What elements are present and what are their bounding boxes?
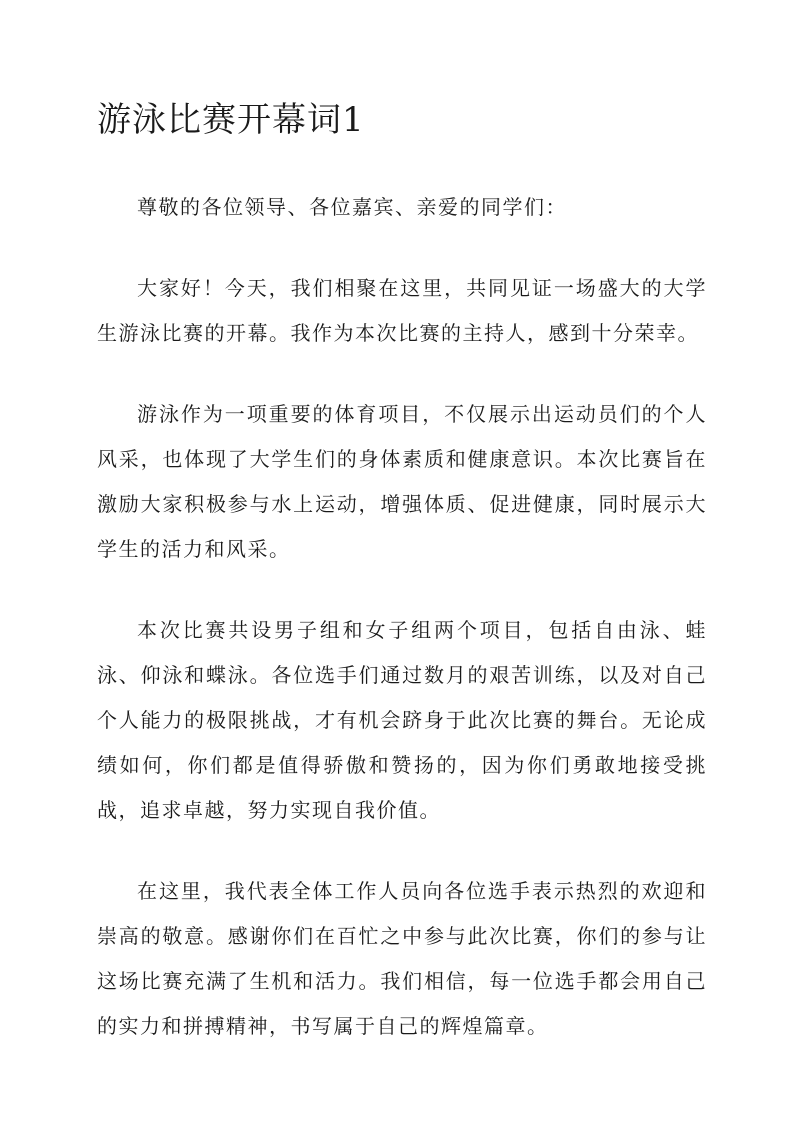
greeting-paragraph: 大家好！今天，我们相聚在这里，共同见证一场盛大的大学生游泳比赛的开幕。我作为本次比赛的主持人，感到十分荣幸。 bbox=[97, 276, 707, 345]
competition-events-paragraph: 本次比赛共设男子组和女子组两个项目，包括自由泳、蛙泳、仰泳和蝶泳。各位选手们通过数月的艰苦训练，以及对自己个人能力的极限挑战，才有机会跻身于此次比赛的舞台。无论成绩如何，你们都是值得骄傲和赞扬的，因为你们勇敢地接受挑战，追求卓越，努力实现自我价值。 bbox=[97, 618, 707, 822]
salutation-paragraph: 尊敬的各位领导、各位嘉宾、亲爱的同学们： bbox=[137, 195, 567, 219]
document-title: 游泳比赛开幕词1 bbox=[97, 100, 365, 140]
swimming-significance-paragraph: 游泳作为一项重要的体育项目，不仅展示出运动员们的个人风采，也体现了大学生们的身体素质和健康意识。本次比赛旨在激励大家积极参与水上运动，增强体质、促进健康，同时展示大学生的活力和风采。 bbox=[97, 402, 707, 561]
document-body bbox=[97, 185, 707, 1085]
welcome-thanks-paragraph: 在这里，我代表全体工作人员向各位选手表示热烈的欢迎和崇高的敬意。感谢你们在百忙之中参与此次比赛，你们的参与让这场比赛充满了生机和活力。我们相信，每一位选手都会用自己的实力和拼搏精神，书写属于自己的辉煌篇章。 bbox=[97, 879, 707, 1038]
